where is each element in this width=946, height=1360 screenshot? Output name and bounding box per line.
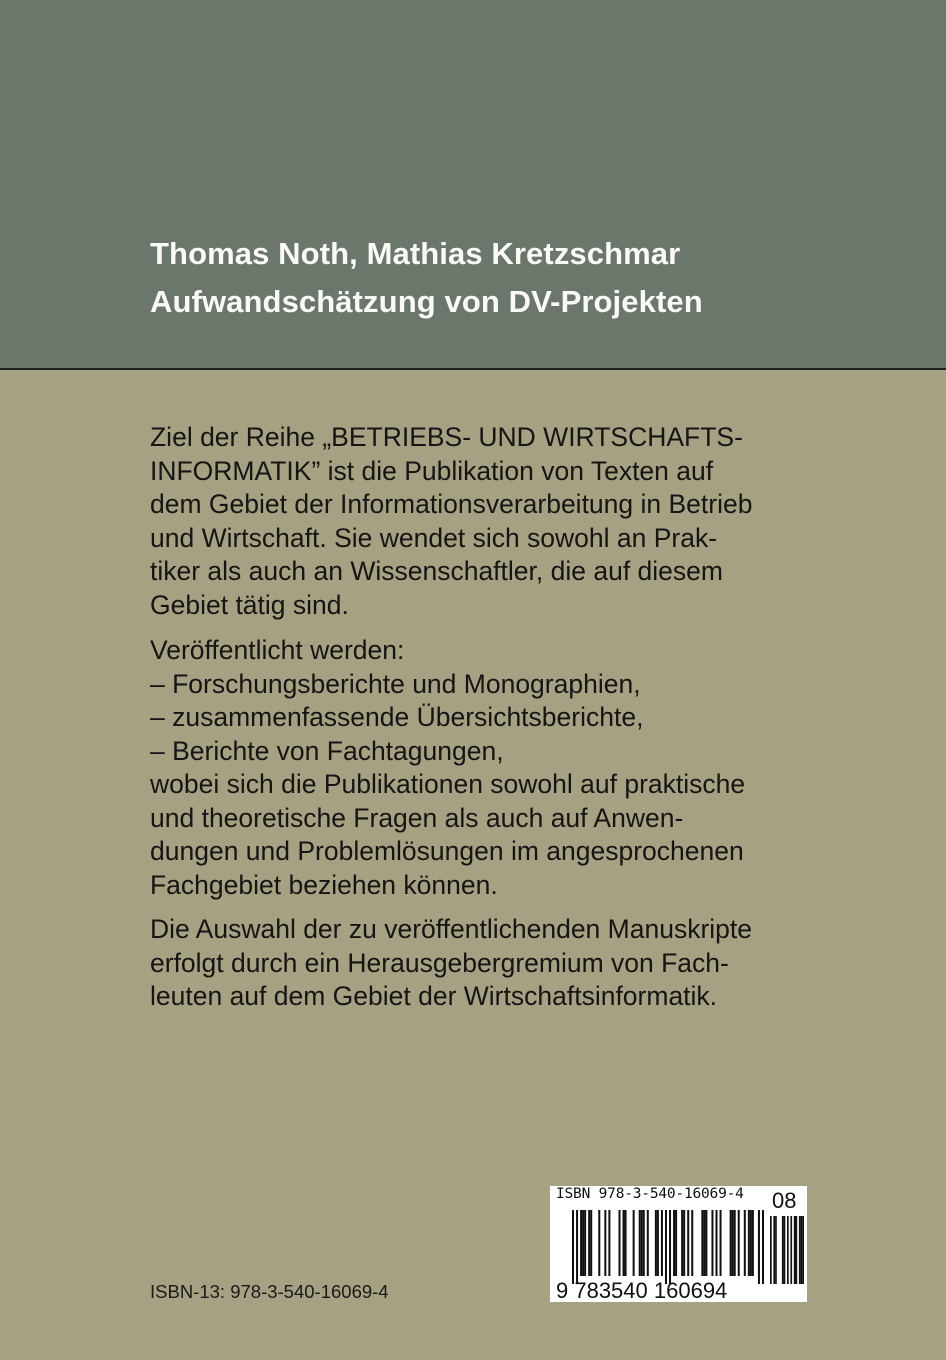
barcode-bar bbox=[748, 1210, 750, 1276]
barcode-addon-bar bbox=[796, 1216, 798, 1284]
text-line: und theoretische Fragen als auch auf Anwen- bbox=[150, 802, 684, 833]
text-line: dungen und Problemlösungen im angesprochenen bbox=[150, 836, 744, 866]
barcode-bar bbox=[681, 1210, 683, 1276]
barcode-bar bbox=[720, 1210, 722, 1276]
barcode-addon-bar bbox=[801, 1216, 803, 1284]
barcode-bar bbox=[744, 1210, 746, 1276]
barcode-bar bbox=[641, 1210, 643, 1276]
barcode-bar bbox=[738, 1210, 740, 1276]
barcode-bar bbox=[675, 1210, 677, 1276]
barcode-addon-bars bbox=[770, 1210, 804, 1284]
barcode-bar bbox=[758, 1210, 760, 1284]
barcode-bar bbox=[625, 1210, 627, 1276]
barcode-bar bbox=[639, 1210, 641, 1276]
barcode-bar bbox=[633, 1210, 635, 1276]
text-line: Veröffentlicht werden: bbox=[150, 635, 405, 665]
barcode-addon-bar bbox=[784, 1216, 786, 1284]
barcode-bar bbox=[730, 1210, 732, 1276]
barcode-addon-bar bbox=[802, 1216, 804, 1284]
list-item: – Berichte von Fachtagungen, bbox=[150, 735, 504, 766]
barcode-bar bbox=[762, 1210, 764, 1284]
isbn-13-text: ISBN-13: 978-3-540-16069-4 bbox=[150, 1281, 389, 1302]
text-line: INFORMATIK” ist die Publikation von Texten auf bbox=[150, 455, 714, 486]
barcode-bars bbox=[572, 1210, 764, 1284]
barcode-bar bbox=[734, 1210, 736, 1276]
text-line: leuten auf dem Gebiet der Wirtschaftsinformatik. bbox=[150, 981, 718, 1011]
barcode-bar bbox=[665, 1210, 667, 1284]
barcode-bar bbox=[715, 1210, 717, 1276]
barcode-bar bbox=[580, 1210, 582, 1276]
barcode-addon-digits: 08 bbox=[772, 1188, 797, 1213]
barcode-addon-bar bbox=[782, 1216, 784, 1284]
barcode-bar bbox=[643, 1210, 645, 1276]
barcode-bar bbox=[655, 1210, 657, 1276]
published-content-paragraph bbox=[150, 634, 850, 902]
barcode-bar bbox=[588, 1210, 590, 1276]
barcode-bar bbox=[673, 1210, 675, 1276]
barcode-bar bbox=[576, 1210, 578, 1284]
text-line: wobei sich die Publikationen sowohl auf praktische bbox=[150, 769, 746, 799]
book-title: Aufwandschätzung von DV-Projekten bbox=[150, 284, 703, 319]
barcode-bar bbox=[661, 1210, 663, 1276]
barcode-bar bbox=[752, 1210, 754, 1276]
barcode-bar bbox=[623, 1210, 625, 1276]
barcode-bar bbox=[608, 1210, 610, 1276]
barcode-addon-bar bbox=[770, 1216, 772, 1284]
text-line: und Wirtschaft. Sie wendet sich sowohl an Prak- bbox=[150, 522, 718, 553]
divider-rule bbox=[0, 368, 946, 370]
isbn-barcode bbox=[550, 1186, 807, 1302]
editorial-board-paragraph bbox=[150, 913, 850, 1014]
list-item: – zusammenfassende Übersichtsberichte, bbox=[150, 702, 644, 732]
barcode-bar bbox=[732, 1210, 734, 1276]
barcode-bar bbox=[657, 1210, 659, 1276]
text-line: Die Auswahl der zu veröffentlichenden Manuskripte bbox=[150, 914, 752, 944]
list-item: – Forschungsberichte und Monographien, bbox=[150, 668, 641, 699]
barcode-bar bbox=[604, 1210, 606, 1276]
barcode-digits: 9 783540 160694 bbox=[556, 1278, 728, 1303]
text-line: Fachgebiet beziehen können. bbox=[150, 869, 498, 900]
barcode-addon-bar bbox=[799, 1216, 801, 1284]
barcode-bar bbox=[750, 1210, 752, 1276]
barcode-bar bbox=[590, 1210, 592, 1276]
barcode-addon-bar bbox=[790, 1216, 792, 1284]
text-line: erfolgt durch ein Herausgebergremium von Fach- bbox=[150, 947, 729, 978]
barcode-isbn-label: ISBN 978-3-540-16069-4 bbox=[556, 1186, 744, 1202]
barcode-bar bbox=[701, 1210, 703, 1276]
text-line: tiker als auch an Wissenschaftler, die auf diesem bbox=[150, 556, 723, 586]
barcode-bar bbox=[705, 1210, 707, 1276]
barcode-bar bbox=[584, 1210, 586, 1276]
barcode-bar bbox=[703, 1210, 705, 1276]
barcode-bar bbox=[683, 1210, 685, 1276]
barcode-bar bbox=[647, 1210, 649, 1276]
barcode-addon-bar bbox=[794, 1216, 796, 1284]
text-line: Ziel der Reihe „BETRIEBS- UND WIRTSCHAFTS- bbox=[150, 422, 743, 452]
barcode-addon-bar bbox=[775, 1216, 777, 1284]
barcode-bar bbox=[618, 1210, 620, 1276]
author-names: Thomas Noth, Mathias Kretzschmar bbox=[150, 236, 681, 271]
barcode-bar bbox=[669, 1210, 671, 1284]
barcode-bar bbox=[572, 1210, 574, 1284]
barcode-addon-bar bbox=[787, 1216, 789, 1284]
text-line: dem Gebiet der Informationsverarbeitung in Betrieb bbox=[150, 489, 753, 519]
barcode-bar bbox=[582, 1210, 584, 1276]
series-description-paragraph bbox=[150, 421, 850, 622]
text-line: Gebiet tätig sind. bbox=[150, 589, 349, 620]
barcode-bar bbox=[598, 1210, 600, 1276]
barcode-addon-bar bbox=[773, 1216, 775, 1284]
barcode-bar bbox=[687, 1210, 689, 1276]
barcode-bar bbox=[691, 1210, 693, 1276]
barcode-bar bbox=[711, 1210, 713, 1276]
